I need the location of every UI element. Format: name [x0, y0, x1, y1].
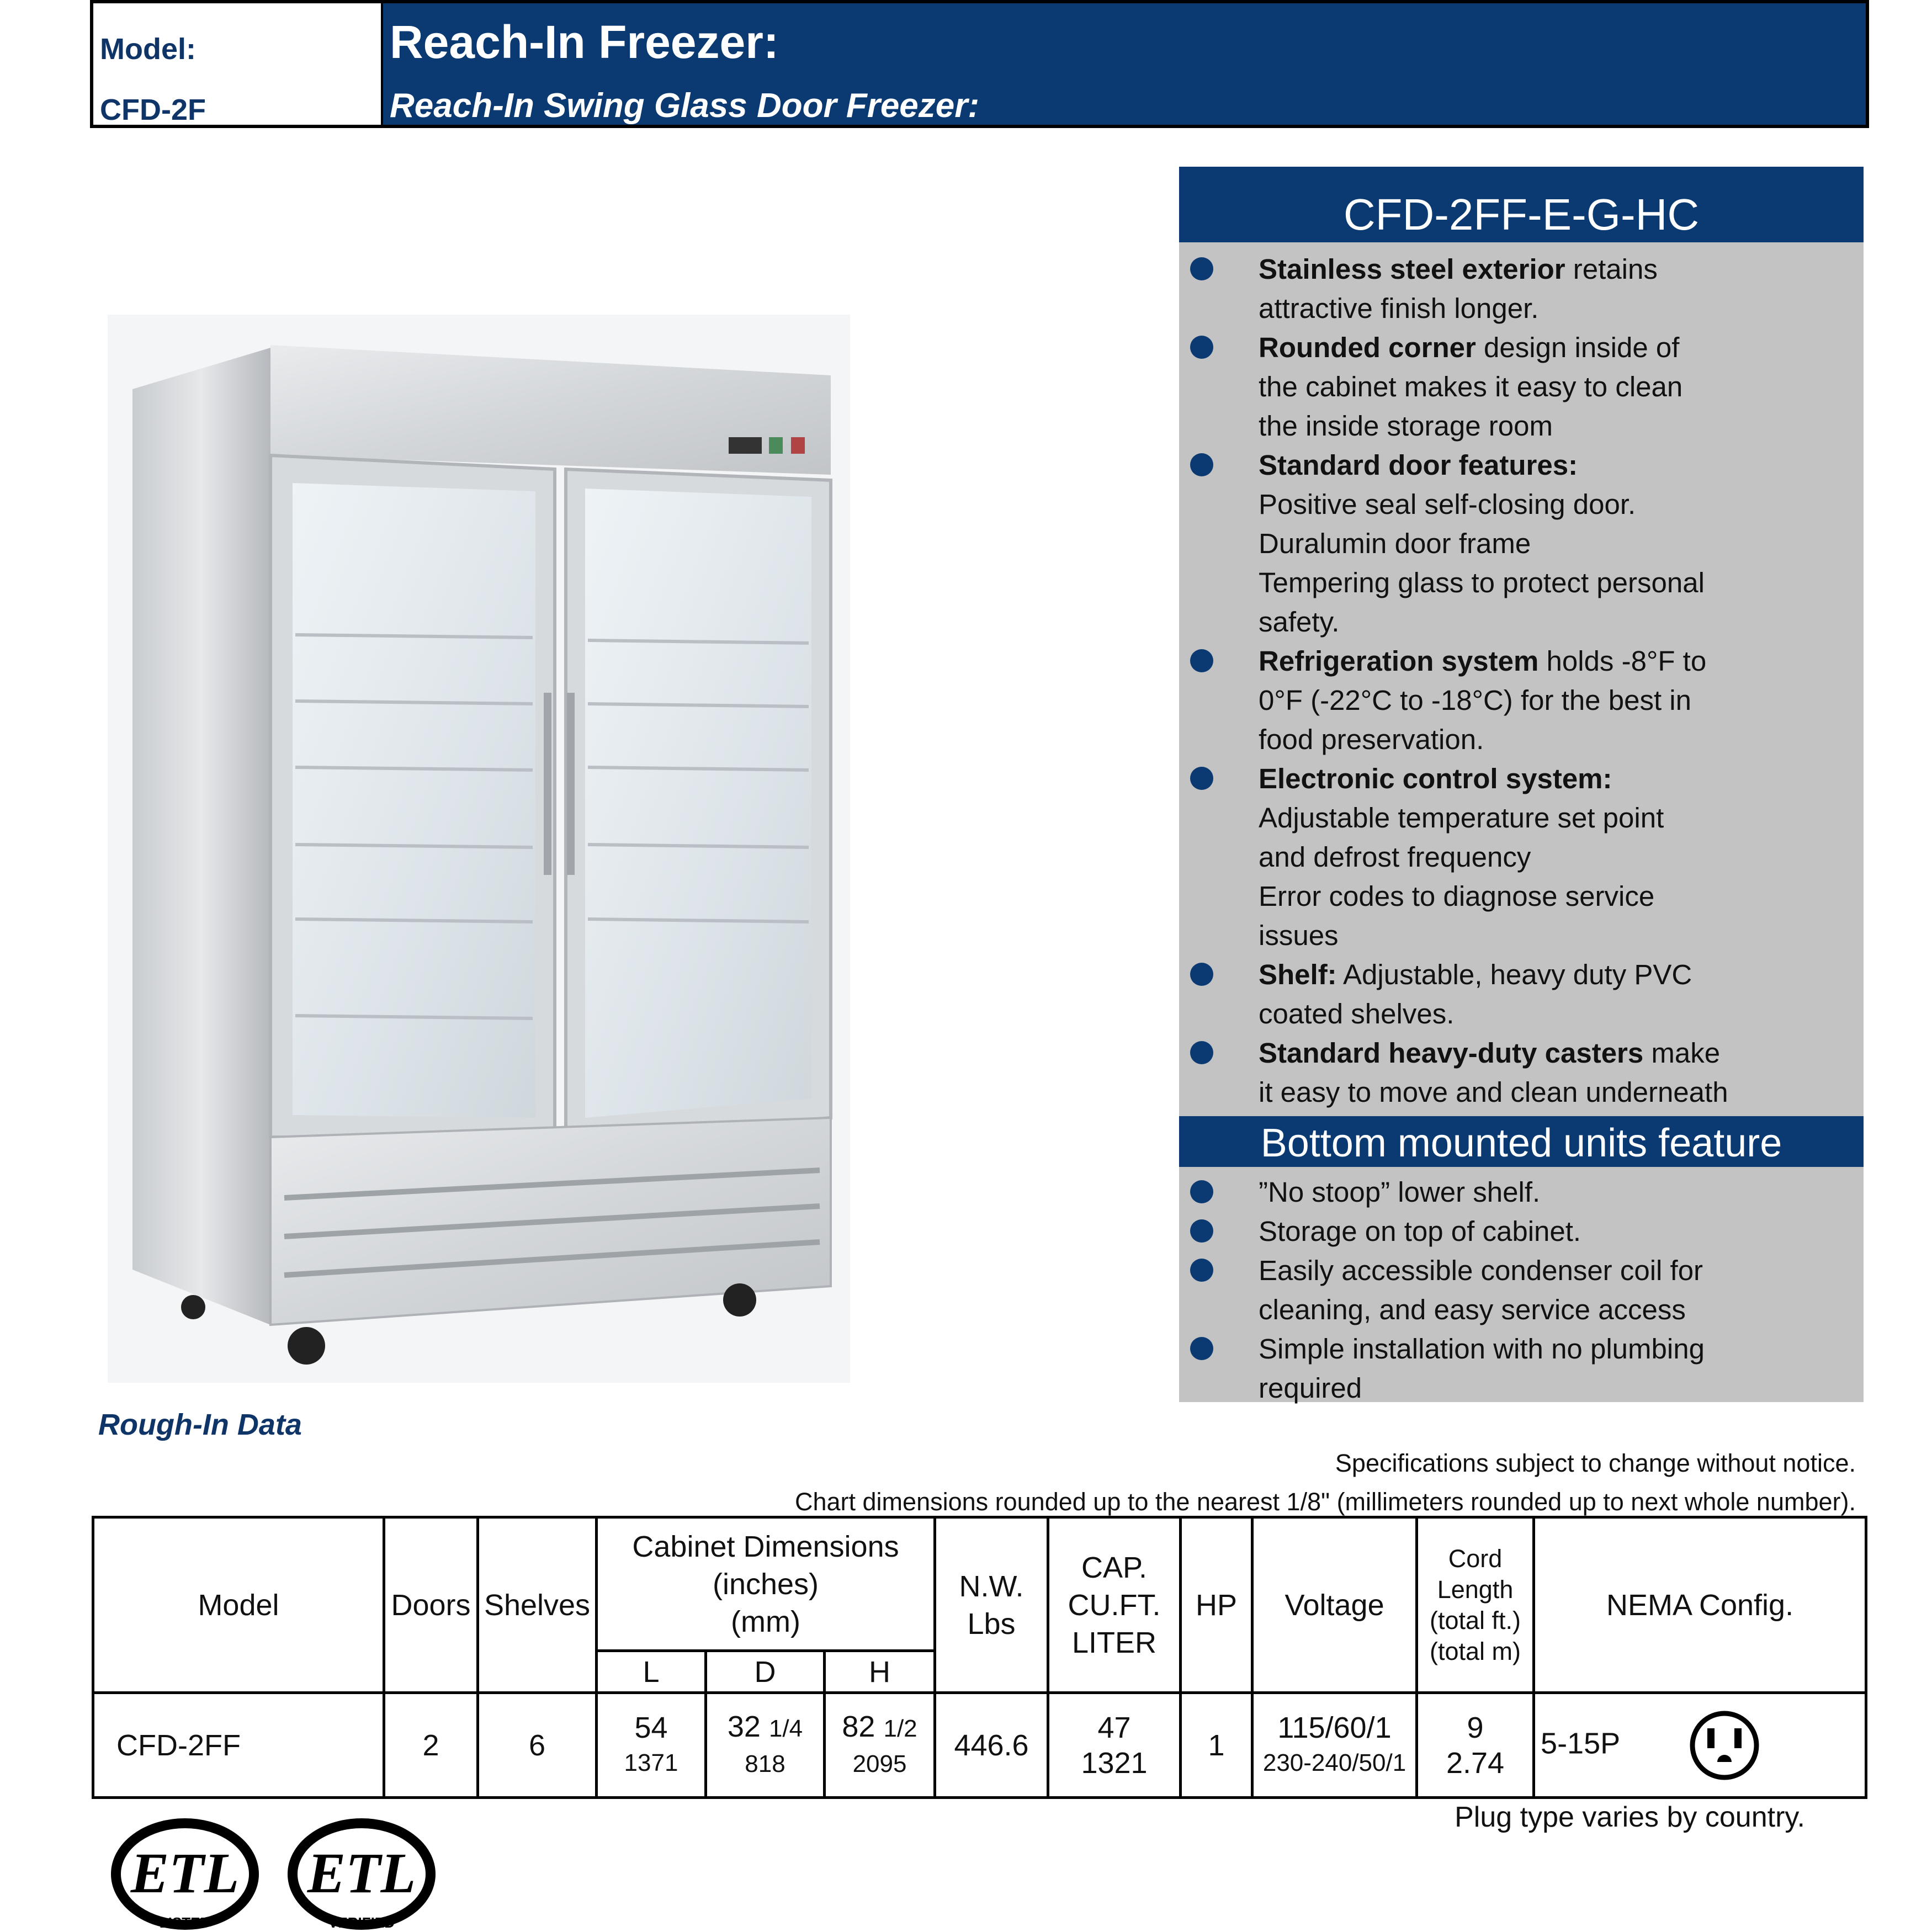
header-length: L: [597, 1651, 706, 1693]
bullet-icon: [1190, 1259, 1213, 1282]
feature-item: Easily accessible condenser coil for cleaning, and easy service access: [1179, 1251, 1864, 1329]
outlet-plug-icon: [1689, 1710, 1760, 1781]
header-hp: HP: [1181, 1517, 1252, 1693]
cell-length: 54 1371: [597, 1693, 706, 1798]
plug-note: Plug type varies by country.: [1455, 1801, 1805, 1833]
rough-in-heading: Rough-In Data: [98, 1408, 302, 1441]
header-height: H: [825, 1651, 935, 1693]
feature-item: Stainless steel exterior retains attractive finish longer.: [1179, 250, 1864, 328]
bullet-icon: [1190, 336, 1213, 359]
feature-item: Simple installation with no plumbing required: [1179, 1329, 1864, 1408]
bottom-feature-list: [1179, 1172, 1864, 1408]
model-value: CFD-2F: [100, 93, 206, 126]
cell-hp: 1: [1181, 1693, 1252, 1798]
feature-item: Electronic control system: Adjustable temperature set point and defrost frequency Error codes to diagnose service issues: [1179, 759, 1864, 955]
bullet-icon: [1190, 1180, 1213, 1203]
model-label: Model:: [100, 33, 196, 66]
spec-notice: Specifications subject to change without notice.: [1335, 1449, 1856, 1477]
feature-list: [1179, 250, 1864, 1112]
header-cabinet-dimensions: Cabinet Dimensions (inches) (mm): [597, 1517, 935, 1651]
table-header-row: [93, 1517, 1866, 1651]
feature-item: Refrigeration system holds -8°F to 0°F (-22°C to -18°C) for the best in food preservation.: [1179, 641, 1864, 759]
cell-voltage: 115/60/1 230-240/50/1: [1252, 1693, 1417, 1798]
page-subtitle: Reach-In Swing Glass Door Freezer:: [390, 87, 980, 125]
header-depth: D: [706, 1651, 825, 1693]
spec-table: [92, 1516, 1867, 1799]
feature-item: Standard door features: Positive seal self-closing door. Duralumin door frame Tempering glass to protect personal safety.: [1179, 445, 1864, 641]
etl-listed-logo: [108, 1816, 262, 1932]
freezer-product-image: [108, 315, 850, 1383]
bullet-icon: [1190, 1219, 1213, 1243]
feature-item: Storage on top of cabinet.: [1179, 1212, 1864, 1251]
etl-verified-logo: [284, 1816, 439, 1932]
bullet-icon: [1190, 767, 1213, 790]
cell-capacity: 47 1321: [1048, 1693, 1181, 1798]
header-bar: [90, 0, 1869, 128]
title-box: [383, 3, 1866, 125]
cell-model: CFD-2FF: [93, 1693, 384, 1798]
model-code-title: CFD-2FF-E-G-HC: [1343, 190, 1700, 239]
cell-net-weight: 446.6: [935, 1693, 1048, 1798]
features-panel-title: [1179, 167, 1864, 242]
bullet-icon: [1190, 1337, 1213, 1360]
nema-value: 5-15P: [1541, 1726, 1620, 1760]
header-nema: NEMA Config.: [1534, 1517, 1866, 1693]
cell-cord-length: 9 2.74: [1417, 1693, 1534, 1798]
table-row: [93, 1693, 1866, 1798]
features-panel: [1179, 167, 1864, 1402]
cell-doors: 2: [384, 1693, 478, 1798]
bullet-icon: [1190, 257, 1213, 280]
bullet-icon: [1190, 1041, 1213, 1064]
header-doors: Doors: [384, 1517, 478, 1693]
header-shelves: Shelves: [478, 1517, 597, 1693]
dimensions-notice: Chart dimensions rounded up to the nearest 1/8" (millimeters rounded up to next whole number).: [794, 1488, 1856, 1516]
cell-height: 82 1/2 2095: [825, 1693, 935, 1798]
cell-depth: 32 1/4 818: [706, 1693, 825, 1798]
model-box: [93, 3, 383, 125]
bottom-mounted-title: Bottom mounted units feature: [1260, 1121, 1782, 1165]
svg-text:ETL: ETL: [307, 1841, 416, 1905]
header-capacity: CAP. CU.FT. LITER: [1048, 1517, 1181, 1693]
svg-text:ETL: ETL: [130, 1841, 240, 1905]
header-model: Model: [93, 1517, 384, 1693]
feature-item: ”No stoop” lower shelf.: [1179, 1172, 1864, 1212]
header-net-weight: N.W. Lbs: [935, 1517, 1048, 1693]
bullet-icon: [1190, 649, 1213, 672]
bullet-icon: [1190, 963, 1213, 986]
feature-item: Standard heavy-duty casters make it easy to move and clean underneath: [1179, 1033, 1864, 1112]
cell-nema: [1534, 1693, 1866, 1798]
header-cord-length: Cord Length (total ft.) (total m): [1417, 1517, 1534, 1693]
page-title: Reach-In Freezer:: [390, 16, 779, 68]
svg-text:VERIFIED: VERIFIED: [328, 1914, 395, 1931]
header-voltage: Voltage: [1252, 1517, 1417, 1693]
feature-item: Rounded corner design inside of the cabinet makes it easy to clean the inside storage room: [1179, 328, 1864, 445]
bottom-mounted-heading: [1179, 1116, 1864, 1167]
feature-item: Shelf: Adjustable, heavy duty PVC coated shelves.: [1179, 955, 1864, 1033]
cell-shelves: 6: [478, 1693, 597, 1798]
bullet-icon: [1190, 453, 1213, 476]
svg-text:LISTED: LISTED: [159, 1914, 211, 1931]
